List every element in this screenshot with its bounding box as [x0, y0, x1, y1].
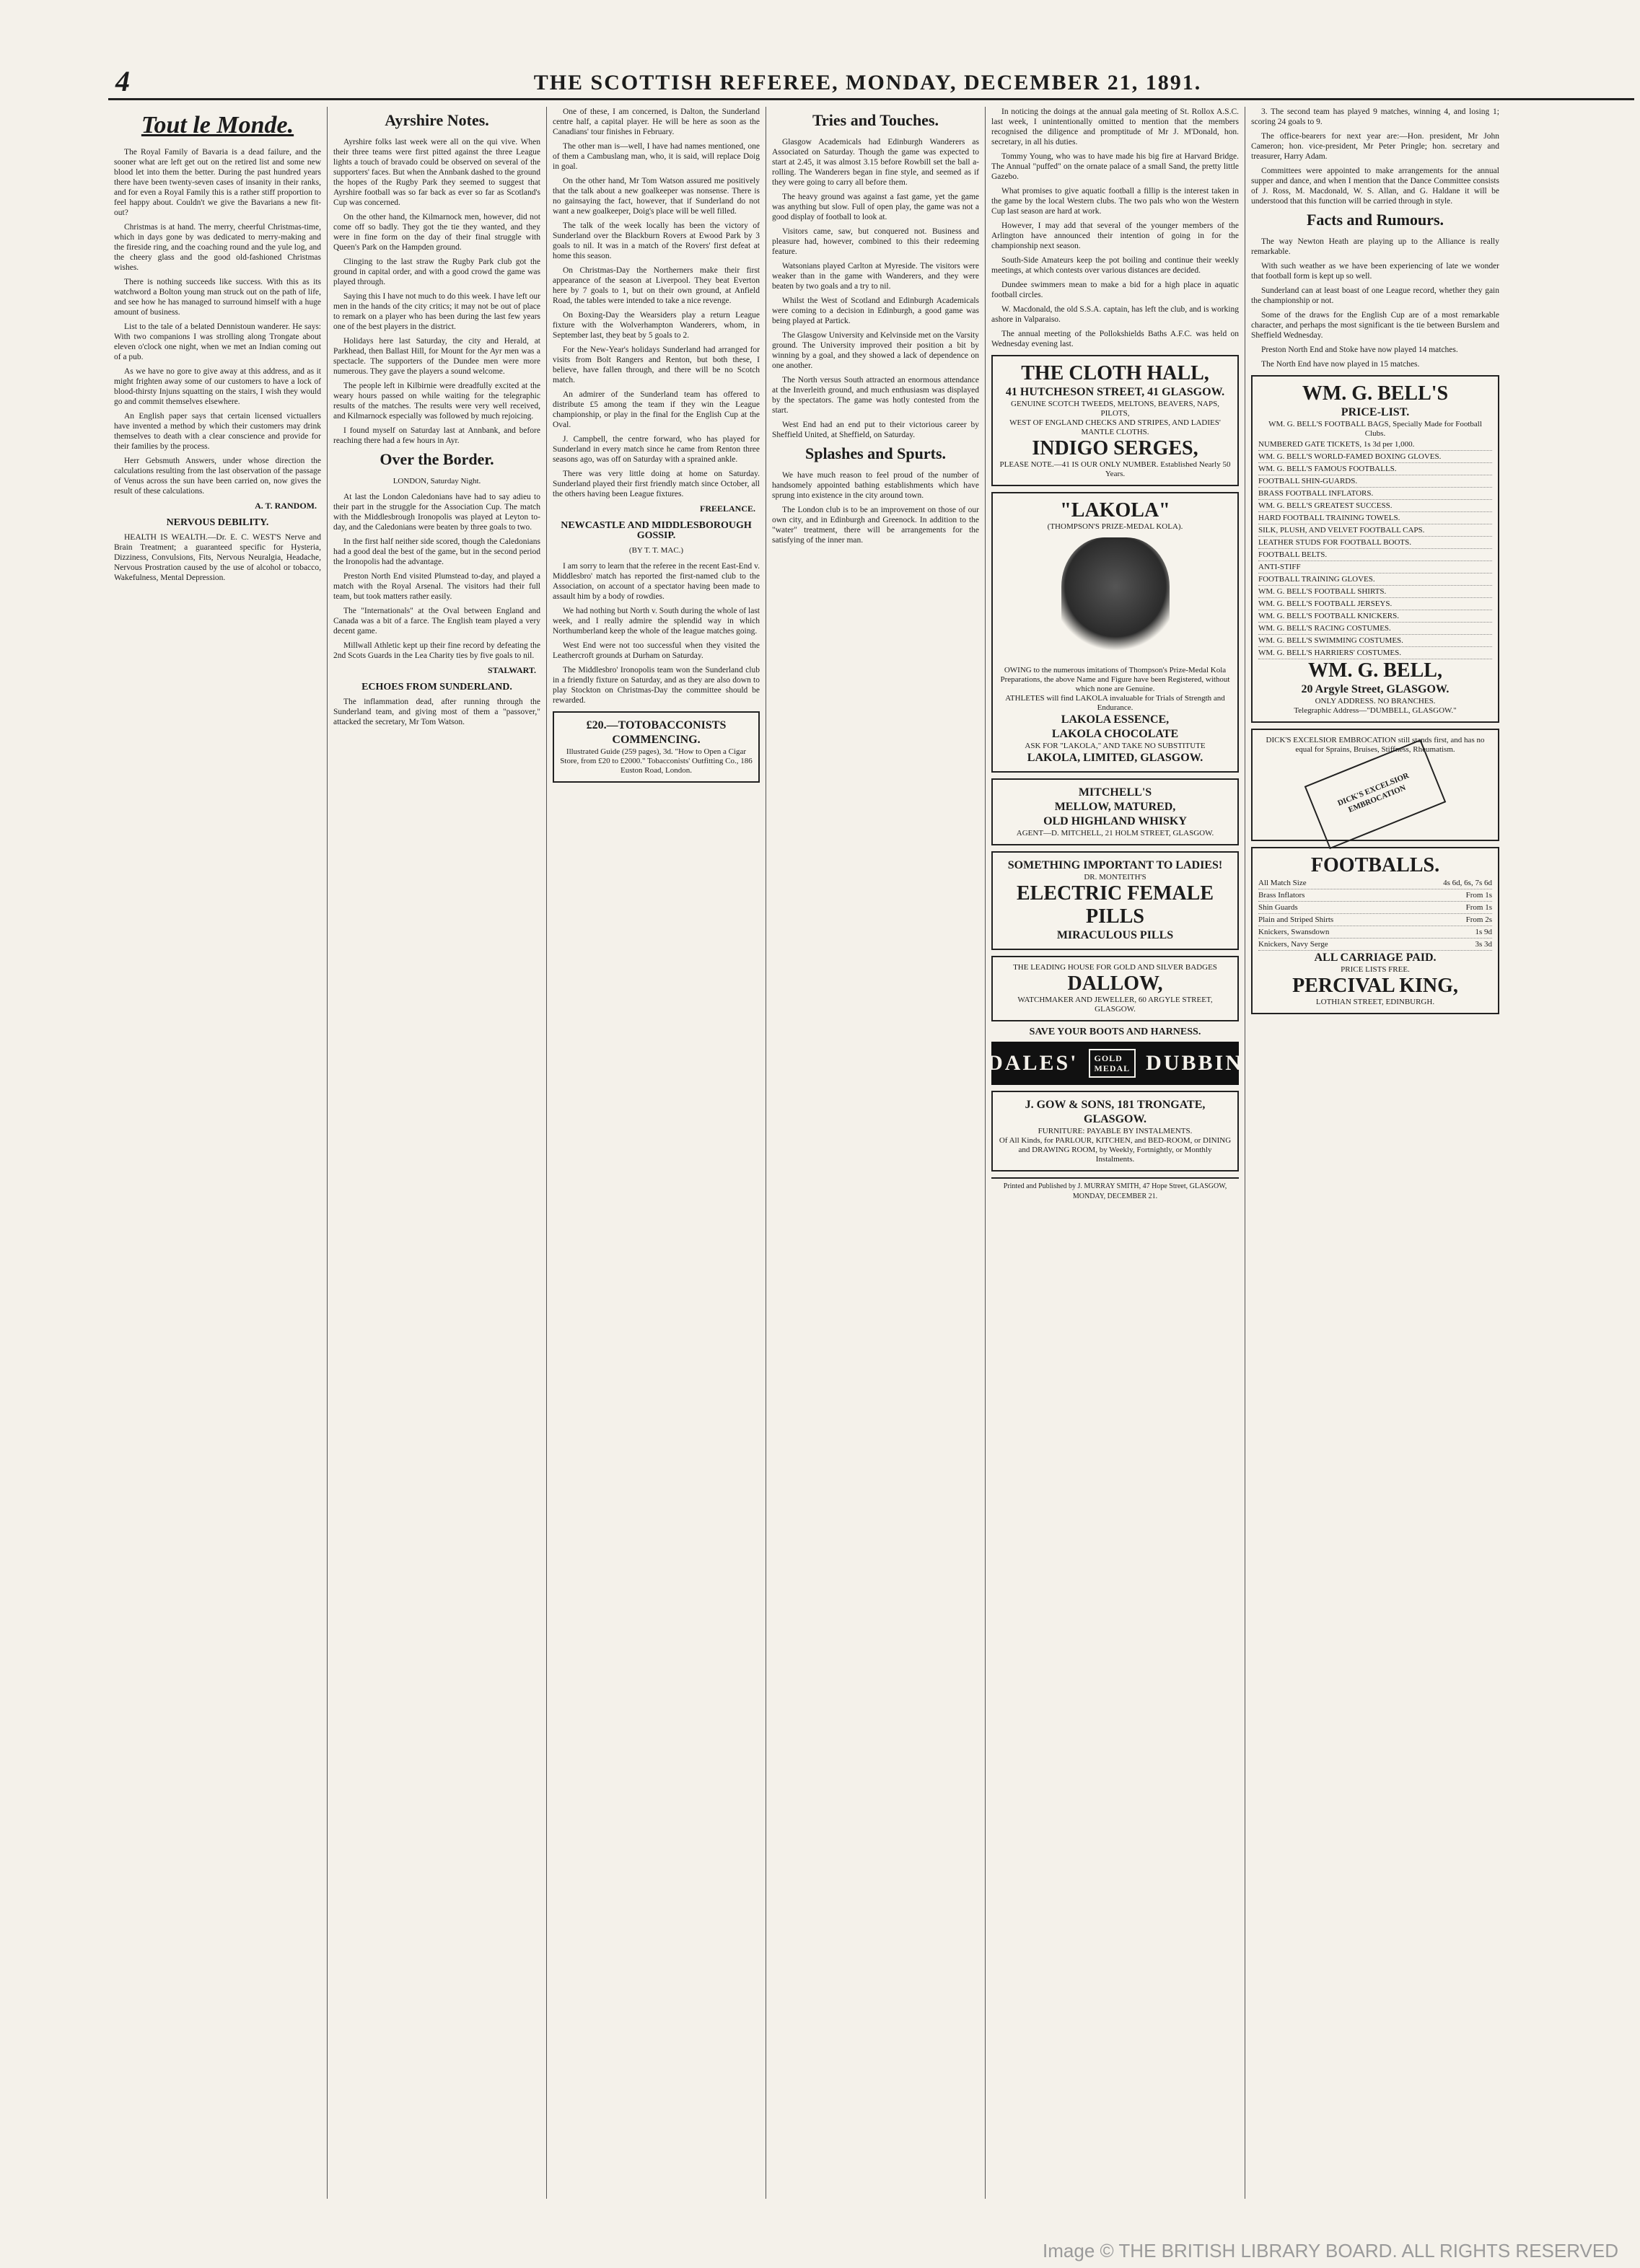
ad-text: DICK'S EXCELSIOR EMBROCATION still stands first, and has no equal for Sprains, Bruises, Stiffness, Rheumatism.: [1266, 736, 1485, 754]
article-paragraph: On Christmas-Day the Northerners make their first appearance of the season at Liverpool. They beat Everton here by 7 goals to 1, but on their own ground, at Anfield Road, the tables were intended to take a nice revenge.: [553, 266, 760, 305]
article-paragraph: As we have no gore to give away at this address, and as it might frighten away some of our customers to have a lock of blood-thirsty Injuns squatting on the stairs, I wish they would go and commit themselves elsewhere.: [114, 367, 321, 406]
article-paragraph: 3. The second team has played 9 matches, winning 4, and losing 1; scoring 24 goals to 9.: [1251, 107, 1499, 126]
bell-price-list-ad: [1251, 375, 1499, 723]
ad-title: "LAKOLA": [1060, 499, 1170, 522]
section-subheading: NEWCASTLE AND MIDDLESBOROUGH GOSSIP.: [561, 520, 752, 541]
ad-address: 20 Argyle Street, GLASGOW.: [1301, 683, 1450, 695]
article-paragraph: The London club is to be an improvement on those of our own city, and in Edinburgh and Greenock. In addition to the "water" treatment, there will be arrangements for the satisfying of the inner man.: [772, 506, 979, 545]
article-paragraph: However, I may add that several of the younger members of the Arlington have announced their intention of going in for the championship next season.: [991, 221, 1239, 250]
ad-sub: PRICE-LIST.: [1341, 406, 1410, 418]
price-list-section: WM. G. BELL'S GREATEST SUCCESS.: [1258, 500, 1492, 512]
article-paragraph: I found myself on Saturday last at Annbank, and before reaching there had a few hours in Ayr.: [333, 426, 540, 445]
section-heading: Facts and Rumours.: [1306, 211, 1444, 229]
article-paragraph: There was very little doing at home on Saturday. Sunderland played their first friendly match since October, all the others having been League fixtures.: [553, 470, 760, 498]
item-price: 4s 6d, 6s, 7s 6d: [1443, 879, 1492, 887]
ad-title: MITCHELL'S: [1078, 786, 1152, 799]
article-paragraph: What promises to give aquatic football a fillip is the interest taken in the game by the local Western clubs. The two pals who won the Western Cup last season are hard at work.: [991, 187, 1239, 216]
ad-line: MELLOW, MATURED,: [1054, 801, 1176, 813]
notice-text: HEALTH IS WEALTH.—Dr. E. C. WEST'S Nerve and Brain Treatment; a guaranteed specific for Hysteria, Dizziness, Convulsions, Fits, Nervous Neuralgia, Headache, Nervous Prostration caused by the use of alcohol or tobacco, Wakefulness, Mental Depression.: [114, 533, 321, 582]
article-paragraph: Whilst the West of Scotland and Edinburgh Academicals were coming to a decision in Edinburgh, a good game was being played at Partick.: [772, 296, 979, 325]
dicks-embrocation-ad: [1251, 729, 1499, 841]
article-paragraph: The "Internationals" at the Oval between England and Canada was a bit of a farce. The English team played a very decent game.: [333, 607, 540, 636]
ad-text: ATHLETES will find LAKOLA invaluable for Trials of Strength and Endurance.: [1005, 694, 1225, 712]
article-paragraph: The North End have now played in 15 matches.: [1261, 360, 1420, 369]
article-paragraph: We had nothing but North v. South during the whole of last week, and I really admire the splendid way in which Northumberland keep the whole of the league matches going.: [553, 607, 760, 636]
ad-title: WM. G. BELL'S: [1302, 382, 1449, 405]
item-name: Knickers, Navy Serge: [1258, 940, 1328, 949]
gold-medal-badge: GOLD MEDAL: [1089, 1049, 1136, 1078]
column-bell-ads: [1245, 107, 1505, 2199]
price-list-section: WM. G. BELL'S FAMOUS FOOTBALLS.: [1258, 463, 1492, 475]
article-paragraph: The people left in Kilbirnie were dreadfully excited at the weary hours passed on while waiting for the telegraphic results of the matches. The results were very well received, and Kilmarnock especially was followed by much rejoicing.: [333, 382, 540, 421]
ad-address: 41 HUTCHESON STREET, 41 GLASGOW.: [1005, 386, 1225, 398]
article-paragraph: Ayrshire folks last week were all on the qui vive. When their three teams were first pitted against the three League lights a touch of bravado could be observed on several of the supporters' faces. But when the Annbank dashed to the ground the hopes of the Rugby Park they seemed to suggest that Ayrshire football was so far back as ever so far as Scotland's Cup was concerned.: [333, 138, 540, 207]
column-ayrshire-notes: [328, 107, 547, 2199]
article-paragraph: Sunderland can at least boast of one League record, whether they gain the championship or not.: [1251, 286, 1499, 305]
article-paragraph: In the first half neither side scored, though the Caledonians had a good deal the best of the game, but in the second period the Ironopolis had the advantage.: [333, 537, 540, 566]
article-paragraph: Holidays here last Saturday, the city and Herald, at Parkhead, then Ballast Hill, for Mount for the Ayr men was a spectacle. The supporters of the Dundee men were more numerous. They gave the players a sound welcome.: [333, 337, 540, 376]
dales-dubbin-ad: [987, 1042, 1243, 1085]
ad-feature: INDIGO SERGES,: [1032, 437, 1198, 460]
article-paragraph: We have much reason to feel proud of the number of handsomely appointed bathing establishments which have sprung into existence in the city around town.: [772, 471, 979, 500]
notice-heading: NERVOUS DEBILITY.: [166, 517, 269, 528]
item-price: From 1s: [1465, 891, 1492, 900]
item-name: All Match Size: [1258, 879, 1307, 887]
article-paragraph: J. Campbell, the centre forward, who has played for Sunderland in every match since he came from Renton three seasons ago, was off on Saturday with a sprained ankle.: [553, 435, 760, 464]
dubbin-pre: SAVE YOUR BOOTS AND HARNESS.: [1029, 1027, 1201, 1037]
masthead: [108, 61, 1634, 100]
column-tout-le-monde: [108, 107, 328, 2199]
ad-agent: AGENT—D. MITCHELL, 21 HOLM STREET, GLASGOW.: [1016, 829, 1214, 838]
dales-left: DALES': [987, 1051, 1079, 1075]
ad-free: PRICE LISTS FREE.: [1341, 965, 1410, 974]
item-name: Brass Inflators: [1258, 891, 1305, 900]
ad-address-name: WM. G. BELL,: [1308, 659, 1442, 682]
page-number: 4: [115, 65, 130, 97]
item-price: From 2s: [1465, 915, 1492, 924]
price-list-section: SILK, PLUSH, AND VELVET FOOTBALL CAPS.: [1258, 524, 1492, 537]
article-paragraph: W. Macdonald, the old S.S.A. captain, has left the club, and is working ashore in Valparaiso.: [991, 305, 1239, 324]
football-price-list: [1258, 877, 1492, 951]
ad-title: DALLOW,: [1067, 972, 1163, 995]
price-list-section: WM. G. BELL'S FOOTBALL KNICKERS.: [1258, 610, 1492, 623]
article-paragraph: In noticing the doings at the annual gala meeting of St. Rollox A.S.C. last week, I unintentionally omitted to mention that the members recognised the diligence and promptitude of Mr J. M'Donald, hon. secretary, in all his duties.: [991, 107, 1239, 146]
article-paragraph: There is nothing succeeds like success. With this as its watchword a Bolton young man struck out on the path of life, and see how he has managed to surround himself with a huge amount of business.: [114, 278, 321, 317]
ad-title: ELECTRIC FEMALE PILLS: [1016, 882, 1214, 928]
article-paragraph: The annual meeting of the Pollokshields Baths A.F.C. was held on Wednesday evening last.: [991, 330, 1239, 348]
item-price: From 1s: [1465, 903, 1492, 912]
gow-furniture-ad: [991, 1091, 1239, 1172]
column-sunderland: [547, 107, 766, 2199]
article-paragraph: Preston North End and Stoke have now played 14 matches.: [1261, 346, 1458, 354]
dallow-ad: [991, 956, 1239, 1021]
lakola-ad: [991, 492, 1239, 773]
ad-company: LAKOLA, LIMITED, GLASGOW.: [1027, 752, 1203, 764]
ad-sub: FURNITURE: PAYABLE BY INSTALMENTS.: [1038, 1127, 1193, 1135]
article-paragraph: Preston North End visited Plumstead to-day, and played a match with the Royal Arsenal. The visitors had their full team, but took matters rather easily.: [333, 572, 540, 601]
ad-text: ASK FOR "LAKOLA," AND TAKE NO SUBSTITUTE: [1025, 742, 1206, 750]
price-list-section: FOOTBALL SHIN-GUARDS.: [1258, 475, 1492, 488]
section-heading: Tout le Monde.: [141, 112, 294, 139]
author-signature: A. T. RANDOM.: [255, 501, 317, 511]
article-paragraph: The talk of the week locally has been the victory of Sunderland over the Blackburn Rovers at Ewood Park by 3 goals to nil. It was in a match of the Rovers' first defeat at home this season.: [553, 221, 760, 260]
article-paragraph: Tommy Young, who was to have made his big fire at Harvard Bridge. The Annual "puffed" on the ornate palace of a small Sand, the pretty little Gazebo.: [991, 152, 1239, 181]
ad-intro: WM. G. BELL'S FOOTBALL BAGS, Specially Made for Football Clubs.: [1268, 420, 1482, 438]
item-name: Knickers, Swansdown: [1258, 928, 1330, 936]
article-paragraph: West End had an end put to their victorious career by Sheffield United, at Sheffield, on Saturday.: [772, 421, 979, 439]
article-paragraph: With such weather as we have been experiencing of late we wonder that football form is kept up so well.: [1251, 262, 1499, 281]
football-price-row: [1258, 926, 1492, 939]
article-paragraph: At last the London Caledonians have had to say adieu to their part in the struggle for the Association Cup. The match with the Middlesbrough Ironopolis was played at Leyton to-day, and the Caledonians were beaten by three goals to two.: [333, 493, 540, 532]
ad-seller-address: LOTHIAN STREET, EDINBURGH.: [1315, 998, 1435, 1006]
article-paragraph: On Boxing-Day the Wearsiders play a return League fixture with the Wolverhampton Wanderers, whom, in September last, they beat by 5 goals to 2.: [553, 311, 760, 340]
article-paragraph: The Glasgow University and Kelvinside met on the Varsity ground. The University improved their position a bit by winning by a goal, and they showed a lack of dependence on one another.: [772, 331, 979, 370]
ad-line: WEST OF ENGLAND CHECKS AND STRIPES, AND LADIES' MANTLE CLOTHS.: [1009, 418, 1221, 436]
ad-note: PLEASE NOTE.—41 IS OUR ONLY NUMBER. Established Nearly 50 Years.: [999, 460, 1231, 478]
author-signature: STALWART.: [487, 665, 536, 675]
article-paragraph: The heavy ground was against a fast game, yet the game was anything but slow. Full of open play, the game was not a good display of football to look at.: [772, 193, 979, 221]
article-paragraph: An admirer of the Sunderland team has offered to distribute £5 among the team if they win the League championship, or play in the final for the English Cup at the Oval.: [553, 390, 760, 429]
football-price-row: [1258, 889, 1492, 902]
ad-line: OLD HIGHLAND WHISKY: [1043, 815, 1187, 827]
athlete-figure-image: [1061, 537, 1170, 660]
item-name: Plain and Striped Shirts: [1258, 915, 1334, 924]
ad-title: FOOTBALLS.: [1310, 854, 1440, 876]
football-price-row: [1258, 877, 1492, 889]
masthead-title: THE SCOTTISH REFEREE, MONDAY, DECEMBER 21, 1891.: [533, 71, 1202, 94]
ad-product: LAKOLA CHOCOLATE: [1051, 728, 1179, 740]
price-list-section: WM. G. BELL'S FOOTBALL SHIRTS.: [1258, 586, 1492, 598]
article-paragraph: Watsonians played Carlton at Myreside. The visitors were weaker than in the game with Wanderers, and they were beaten by two goals and a try to nil.: [772, 262, 979, 291]
article-paragraph: On the other hand, the Kilmarnock men, however, did not come off so badly. They got the tie they wanted, and they were in fine form on the day of their final struggle with Queen's Park on the Hampden ground.: [333, 213, 540, 252]
ad-pre: SOMETHING IMPORTANT TO LADIES!: [1007, 859, 1223, 871]
article-paragraph: One of these, I am concerned, is Dalton, the Sunderland centre half, a capital player. He will be here as soon as the Canadians' tour finishes in February.: [553, 107, 760, 136]
article-paragraph: The Royal Family of Bavaria is a dead failure, and the sooner what are left get out on the retired list and some new blood let into them the better. During the past hundred years there have been twenty-seven cases of insanity in their ranks, and for even a Royal Family this is a rather stiff proportion to feel happy about. Couldn't we give the Bavarians a new fit-out?: [114, 148, 321, 217]
article-paragraph: List to the tale of a belated Dennistoun wanderer. He says: With two companions I was strolling along Trongate about eleven o'clock one night, when we met an Indian coming out of a pub.: [114, 322, 321, 361]
football-price-row: [1258, 914, 1492, 926]
imprint: Printed and Published by J. MURRAY SMITH, 47 Hope Street, GLASGOW, MONDAY, DECEMBER 21.: [991, 1177, 1239, 1202]
ad-title: THE CLOTH HALL,: [1021, 362, 1209, 384]
item-name: Shin Guards: [1258, 903, 1298, 912]
section-heading: Splashes and Spurts.: [804, 444, 947, 462]
price-list-section: WM. G. BELL'S FOOTBALL JERSEYS.: [1258, 598, 1492, 610]
ad-carriage: ALL CARRIAGE PAID.: [1314, 951, 1437, 964]
cloth-hall-ad: [991, 355, 1239, 486]
tobacconist-ad: [553, 711, 760, 783]
byline: (BY T. T. MAC.): [628, 546, 684, 555]
article-paragraph: Some of the draws for the English Cup are of a most remarkable character, and perhaps the most significant is the tie between Burslem and Sheffield Wednesday.: [1251, 311, 1499, 340]
price-list-section: WM. G. BELL'S HARRIERS' COSTUMES.: [1258, 647, 1492, 659]
section-subheading: ECHOES FROM SUNDERLAND.: [361, 682, 512, 693]
article-paragraph: The Middlesbro' Ironopolis team won the Sunderland club in a friendly fixture on Saturday, and as they are also down to play Stockton on Christmas-Day the committee should be rewarded.: [553, 666, 760, 705]
section-heading: Over the Border.: [380, 450, 494, 468]
article-paragraph: Christmas is at hand. The merry, cheerful Christmas-time, which in days gone by was dedicated to merry-making and the fireside ring, and the coaching round and the yule log, and the cheery glass and the good old-fashioned Christmas wishes.: [114, 223, 321, 272]
price-list-section: ANTI-STIFF: [1258, 561, 1492, 573]
price-list-section: FOOTBALL TRAINING GLOVES.: [1258, 573, 1492, 586]
ad-heading: £20.—TOTOBACCONISTS COMMENCING.: [586, 719, 727, 746]
ad-line: MIRACULOUS PILLS: [1056, 929, 1174, 941]
item-price: 3s 3d: [1475, 940, 1492, 949]
price-list-section: WM. G. BELL'S SWIMMING COSTUMES.: [1258, 635, 1492, 647]
column-swimming-and-ads: [986, 107, 1245, 2199]
ad-product: LAKOLA ESSENCE,: [1061, 713, 1170, 726]
article-paragraph: The way Newton Heath are playing up to the Alliance is really remarkable.: [1251, 237, 1499, 256]
football-price-row: [1258, 902, 1492, 914]
newspaper-page: [108, 61, 1634, 2232]
article-paragraph: An English paper says that certain licensed victuallers have invented a method by which their customers may drink themselves to death with a clear conscience and provide for their families by the process.: [114, 412, 321, 451]
article-paragraph: On the other hand, Mr Tom Watson assured me positively that the talk about a new goalkeeper was nonsense. There is no gainsaying the fact, however, that if Sunderland do not want a new goalkeeper, Doig's place will be well filled.: [553, 177, 760, 216]
article-paragraph: The inflammation dead, after running through the Sunderland team, and giving most of them a "passover," attacked the secretary, Mr Tom Watson.: [333, 698, 540, 726]
article-paragraph: Committees were appointed to make arrangements for the annual supper and dance, and when I mention that the Dance Committee consists of J. Ross, M. Macdonald, W. S. Allan, and G. Haldane it will be understood that this function will be carried through in style.: [1251, 167, 1499, 206]
price-list-section: NUMBERED GATE TICKETS, 1s 3d per 1,000.: [1258, 439, 1492, 451]
author-signature: FREELANCE.: [699, 504, 755, 514]
section-heading: Tries and Touches.: [812, 111, 939, 129]
ad-subtitle: (THOMPSON'S PRIZE-MEDAL KOLA).: [1047, 522, 1183, 531]
article-paragraph: Saying this I have not much to do this week. I have left our men in the hands of the city critics; it may not be out of place to remark on a player who has been during the last few years one of the best players in the district.: [333, 292, 540, 331]
article-paragraph: Glasgow Academicals had Edinburgh Wanderers as Associated on Saturday. Though the game was expected to start at 2.45, it was almost 3.15 before Rowbill set the ball a-rolling. The Wanderers began in fine style, and seemed as if they were going to carry all before them.: [772, 138, 979, 187]
ad-telegraphic: Telegraphic Address—"DUMBELL, GLASGOW.": [1294, 706, 1457, 715]
ad-title: J. GOW & SONS, 181 TRONGATE, GLASGOW.: [1025, 1099, 1206, 1125]
bell-sections-list: [1258, 439, 1492, 659]
ad-text: Of All Kinds, for PARLOUR, KITCHEN, and BED-ROOM, or DINING and DRAWING ROOM, by Weekly, Fortnightly, or Monthly Instalments.: [999, 1136, 1232, 1164]
footballs-ad: [1251, 847, 1499, 1014]
price-list-section: WM. G. BELL'S RACING COSTUMES.: [1258, 623, 1492, 635]
copyright-watermark: Image © THE BRITISH LIBRARY BOARD. ALL RIGHTS RESERVED: [1043, 2240, 1618, 2262]
ad-only: ONLY ADDRESS. NO BRANCHES.: [1315, 697, 1436, 706]
article-paragraph: Visitors came, saw, but conquered not. Business and pleasure had, however, combined to this their redeeming feature.: [772, 227, 979, 256]
price-list-section: WM. G. BELL'S WORLD-FAMED BOXING GLOVES.: [1258, 451, 1492, 463]
article-paragraph: Clinging to the last straw the Rugby Park club got the ground in capital order, and with a good crowd the game was played through.: [333, 258, 540, 286]
article-paragraph: West End were not too successful when they visited the Leathercroft grounds at Durham on Saturday.: [553, 641, 760, 660]
item-price: 1s 9d: [1475, 928, 1492, 936]
ad-text: WATCHMAKER AND JEWELLER, 60 ARGYLE STREET, GLASGOW.: [1017, 995, 1213, 1014]
ad-pre: THE LEADING HOUSE FOR GOLD AND SILVER BADGES: [1013, 963, 1217, 972]
article-paragraph: Dundee swimmers mean to make a bid for a high place in aquatic football circles.: [991, 281, 1239, 299]
price-list-section: BRASS FOOTBALL INFLATORS.: [1258, 488, 1492, 500]
mitchells-whisky-ad: [991, 778, 1239, 845]
article-paragraph: I am sorry to learn that the referee in the recent East-End v. Middlesbro' match has reported the first-named club to the Association, on account of a spectator having been made to assault him by a body of rowdies.: [553, 562, 760, 601]
column-tries-and-touches: [766, 107, 986, 2199]
article-paragraph: South-Side Amateurs keep the pot boiling and continue their weekly meetings, at which contests over various distances are decided.: [991, 256, 1239, 275]
price-list-section: LEATHER STUDS FOR FOOTBALL BOOTS.: [1258, 537, 1492, 549]
article-paragraph: For the New-Year's holidays Sunderland had arranged for visits from Bolt Rangers and Renton, but both these, I believe, have fallen through, and there will be no Scotch match.: [553, 346, 760, 384]
price-list-section: FOOTBALL BELTS.: [1258, 549, 1492, 561]
dales-right: DUBBIN: [1146, 1051, 1243, 1075]
columns: [108, 107, 1634, 2199]
ad-text: OWING to the numerous imitations of Thompson's Prize-Medal Kola Preparations, the above Name and Figure have been Registered, without which none are Genuine.: [1000, 666, 1230, 693]
article-paragraph: The other man is—well, I have had names mentioned, one of them a Cambuslang man, who, it is said, will replace Doig in goal.: [553, 142, 760, 171]
ad-text: Illustrated Guide (259 pages), 3d. "How to Open a Cigar Store, from £20 to £2000." Tobacconists' Outfitting Co., 186 Euston Road, London.: [560, 747, 753, 775]
ad-seller: PERCIVAL KING,: [1292, 975, 1458, 997]
ad-sub: DR. MONTEITH'S: [1084, 873, 1146, 882]
ad-line: GENUINE SCOTCH TWEEDS, MELTONS, BEAVERS, NAPS, PILOTS,: [1011, 400, 1219, 418]
article-paragraph: Herr Gebsmuth Answers, under whose direction the calculations resulting from the last observation of the passage of Venus across the sun have been carried on, now gives the result of these calculations.: [114, 457, 321, 496]
price-list-section: HARD FOOTBALL TRAINING TOWELS.: [1258, 512, 1492, 524]
section-heading: Ayrshire Notes.: [385, 111, 489, 129]
article-paragraph: The office-bearers for next year are:—Hon. president, Mr John Cameron; hon. vice-president, Mr Peter Pringle; hon. secretary and treasurer, Harry Adam.: [1251, 132, 1499, 161]
article-paragraph: Millwall Athletic kept up their fine record by defeating the 2nd Scots Guards in the Lea Charity ties by five goals to nil.: [333, 641, 540, 660]
football-price-row: [1258, 939, 1492, 951]
dateline: LONDON, Saturday Night.: [393, 477, 481, 485]
article-paragraph: The North versus South attracted an enormous attendance at the Inverleith ground, and much enthusiasm was displayed by the spectators. The game was hotly contested from the start.: [772, 376, 979, 415]
embrocation-stamp: DICK'S EXCELSIOR EMBROCATION: [1304, 739, 1447, 849]
pills-ad: [991, 851, 1239, 950]
